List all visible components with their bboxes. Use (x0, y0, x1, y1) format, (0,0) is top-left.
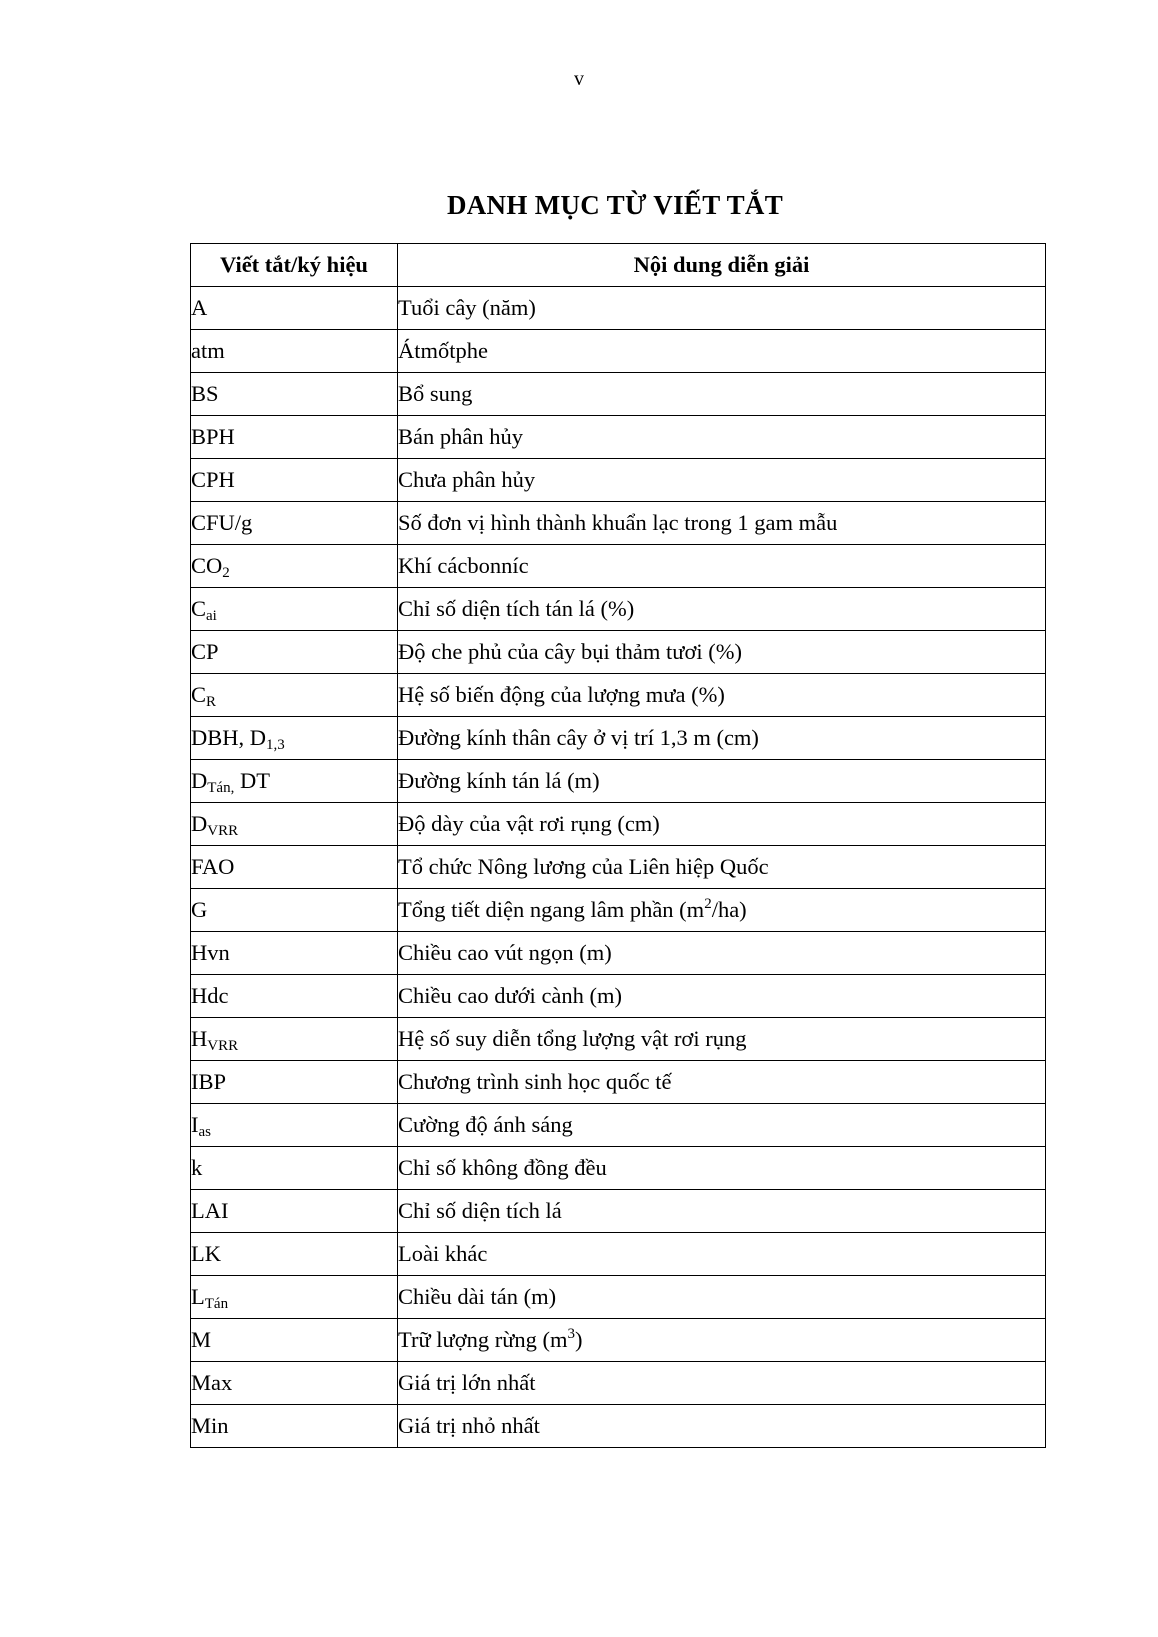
description-text: Chương trình sinh học quốc tế (398, 1069, 672, 1094)
description-cell (398, 459, 1046, 502)
description-cell (398, 1276, 1046, 1319)
description-cell (398, 502, 1046, 545)
abbreviation-cell (191, 975, 398, 1018)
description-cell (398, 932, 1046, 975)
abbreviation-cell (191, 1233, 398, 1276)
abbreviation-subscript: Tán (204, 1296, 229, 1312)
table-row (191, 1405, 1046, 1448)
description-cell (398, 846, 1046, 889)
abbreviation-text: A (191, 295, 208, 320)
description-cell (398, 1104, 1046, 1147)
description-text: Độ dày của vật rơi rụng (cm) (398, 811, 660, 836)
table-row (191, 803, 1046, 846)
abbreviation-text: Max (191, 1370, 233, 1395)
description-text: Chưa phân hủy (398, 467, 536, 492)
description-text: Átmốtphe (398, 338, 488, 363)
abbreviation-cell (191, 1061, 398, 1104)
description-text: Trữ lượng rừng (m (398, 1327, 568, 1352)
description-cell (398, 1405, 1046, 1448)
abbreviation-cell (191, 502, 398, 545)
abbreviation-text: L (191, 1284, 205, 1309)
abbreviation-cell (191, 330, 398, 373)
abbreviation-cell (191, 846, 398, 889)
table-body (191, 287, 1046, 1448)
abbreviation-cell (191, 287, 398, 330)
description-cell (398, 1018, 1046, 1061)
description-cell (398, 889, 1046, 932)
table-row (191, 588, 1046, 631)
description-cell (398, 1061, 1046, 1104)
table-row (191, 631, 1046, 674)
description-cell (398, 1190, 1046, 1233)
table-row (191, 975, 1046, 1018)
description-text: Giá trị nhỏ nhất (398, 1413, 540, 1438)
description-superscript: 2 (704, 896, 712, 912)
description-cell (398, 975, 1046, 1018)
abbreviation-text: IBP (191, 1069, 227, 1094)
description-text: Khí cácbonníc (398, 553, 529, 578)
description-text: Hệ số suy diễn tổng lượng vật rơi rụng (398, 1026, 747, 1051)
table-row (191, 1104, 1046, 1147)
abbreviation-subscript: 2 (222, 565, 230, 581)
abbreviation-text: M (191, 1327, 212, 1352)
description-text: Số đơn vị hình thành khuẩn lạc trong 1 gam mẫu (398, 510, 838, 535)
description-text: Chiều cao dưới cành (m) (398, 983, 623, 1008)
description-suffix: /ha) (711, 897, 747, 922)
description-text: Hệ số biến động của lượng mưa (%) (398, 682, 725, 707)
description-text: Chiều cao vút ngọn (m) (398, 940, 612, 965)
description-cell (398, 545, 1046, 588)
abbreviation-cell (191, 588, 398, 631)
abbreviation-cell (191, 932, 398, 975)
abbreviation-suffix: DT (234, 768, 270, 793)
table-row (191, 330, 1046, 373)
description-cell (398, 1319, 1046, 1362)
description-text: Chỉ số diện tích lá (398, 1198, 562, 1223)
table-row (191, 1018, 1046, 1061)
abbreviation-cell (191, 717, 398, 760)
table-row (191, 287, 1046, 330)
description-cell (398, 1362, 1046, 1405)
abbreviation-text: C (191, 596, 207, 621)
abbreviation-text: CP (191, 639, 219, 664)
description-cell (398, 717, 1046, 760)
description-cell (398, 1233, 1046, 1276)
abbreviation-text: Min (191, 1413, 229, 1438)
column-header-description: Nội dung diễn giải (398, 244, 1046, 287)
abbreviation-text: FAO (191, 854, 235, 879)
description-text: Chỉ số diện tích tán lá (%) (398, 596, 635, 621)
table-row (191, 889, 1046, 932)
description-cell (398, 287, 1046, 330)
abbreviation-text: CPH (191, 467, 235, 492)
abbreviation-text: LK (191, 1241, 221, 1266)
abbreviation-cell (191, 1405, 398, 1448)
table-row (191, 502, 1046, 545)
description-text: Bán phân hủy (398, 424, 523, 449)
abbreviation-cell (191, 631, 398, 674)
abbreviation-text: D (191, 811, 208, 836)
description-text: Cường độ ánh sáng (398, 1112, 573, 1137)
abbreviation-cell (191, 1147, 398, 1190)
description-text: Độ che phủ của cây bụi thảm tươi (%) (398, 639, 742, 664)
abbreviation-subscript: 1,3 (266, 737, 285, 753)
abbreviation-cell (191, 674, 398, 717)
abbreviation-cell (191, 545, 398, 588)
abbreviation-text: C (191, 682, 207, 707)
abbreviations-table (190, 243, 1046, 1448)
description-text: Loài khác (398, 1241, 488, 1266)
abbreviation-text: BPH (191, 424, 235, 449)
abbreviation-cell (191, 1104, 398, 1147)
abbreviation-cell (191, 459, 398, 502)
table-row (191, 846, 1046, 889)
description-text: Chỉ số không đồng đều (398, 1155, 607, 1180)
abbreviation-text: Hvn (191, 940, 230, 965)
description-text: Tổng tiết diện ngang lâm phần (m (398, 897, 705, 922)
abbreviation-subscript: ai (206, 608, 217, 624)
abbreviation-cell (191, 803, 398, 846)
description-text: Đường kính thân cây ở vị trí 1,3 m (cm) (398, 725, 759, 750)
description-cell (398, 588, 1046, 631)
table-header-row (191, 244, 1046, 287)
column-header-abbreviation: Viết tắt/ký hiệu (191, 244, 398, 287)
description-cell (398, 1147, 1046, 1190)
table-row (191, 1319, 1046, 1362)
abbreviation-text: Hdc (191, 983, 229, 1008)
abbreviation-subscript: Tán, (207, 780, 235, 796)
abbreviation-text: G (191, 897, 208, 922)
description-suffix: ) (575, 1327, 583, 1352)
page-title: DANH MỤC TỪ VIẾT TẮT (446, 190, 784, 220)
abbreviation-cell (191, 760, 398, 803)
abbreviation-cell (191, 1190, 398, 1233)
abbreviation-cell (191, 1362, 398, 1405)
abbreviation-text: H (191, 1026, 208, 1051)
abbreviation-cell (191, 416, 398, 459)
description-cell (398, 803, 1046, 846)
description-text: Chiều dài tán (m) (398, 1284, 557, 1309)
abbreviation-cell (191, 373, 398, 416)
table-row (191, 674, 1046, 717)
abbreviation-text: k (191, 1155, 203, 1180)
description-superscript: 3 (567, 1326, 576, 1342)
abbreviation-text: BS (191, 381, 219, 406)
table-row (191, 373, 1046, 416)
abbreviation-subscript: VRR (207, 823, 239, 839)
abbreviation-text: CFU/g (191, 510, 253, 535)
table-row (191, 459, 1046, 502)
abbreviation-cell (191, 1319, 398, 1362)
abbreviation-text: D (191, 768, 208, 793)
description-text: Tổ chức Nông lương của Liên hiệp Quốc (398, 854, 769, 879)
table-row (191, 1147, 1046, 1190)
abbreviation-text: LAI (191, 1198, 229, 1223)
abbreviation-subscript: R (206, 694, 217, 710)
description-text: Đường kính tán lá (m) (398, 768, 600, 793)
description-cell (398, 631, 1046, 674)
description-cell (398, 330, 1046, 373)
abbreviation-subscript: VRR (207, 1038, 239, 1054)
abbreviation-cell (191, 1276, 398, 1319)
description-cell (398, 760, 1046, 803)
description-cell (398, 674, 1046, 717)
description-cell (398, 416, 1046, 459)
abbreviation-cell (191, 1018, 398, 1061)
abbreviation-text: atm (191, 338, 225, 363)
description-text: Tuổi cây (năm) (398, 295, 536, 320)
table-row (191, 545, 1046, 588)
description-text: Bổ sung (398, 381, 473, 406)
page-number: v (574, 68, 584, 90)
table-row (191, 1190, 1046, 1233)
abbreviation-subscript: as (198, 1124, 211, 1140)
table-row (191, 416, 1046, 459)
abbreviation-text: I (191, 1112, 199, 1137)
description-text: Giá trị lớn nhất (398, 1370, 536, 1395)
table-row (191, 1061, 1046, 1104)
abbreviation-text: CO (191, 553, 223, 578)
table-row (191, 760, 1046, 803)
table-row (191, 1362, 1046, 1405)
table-row (191, 1233, 1046, 1276)
abbreviation-cell (191, 889, 398, 932)
table-row (191, 932, 1046, 975)
description-cell (398, 373, 1046, 416)
abbreviation-text: DBH, D (191, 725, 267, 750)
table-row (191, 717, 1046, 760)
table-row (191, 1276, 1046, 1319)
